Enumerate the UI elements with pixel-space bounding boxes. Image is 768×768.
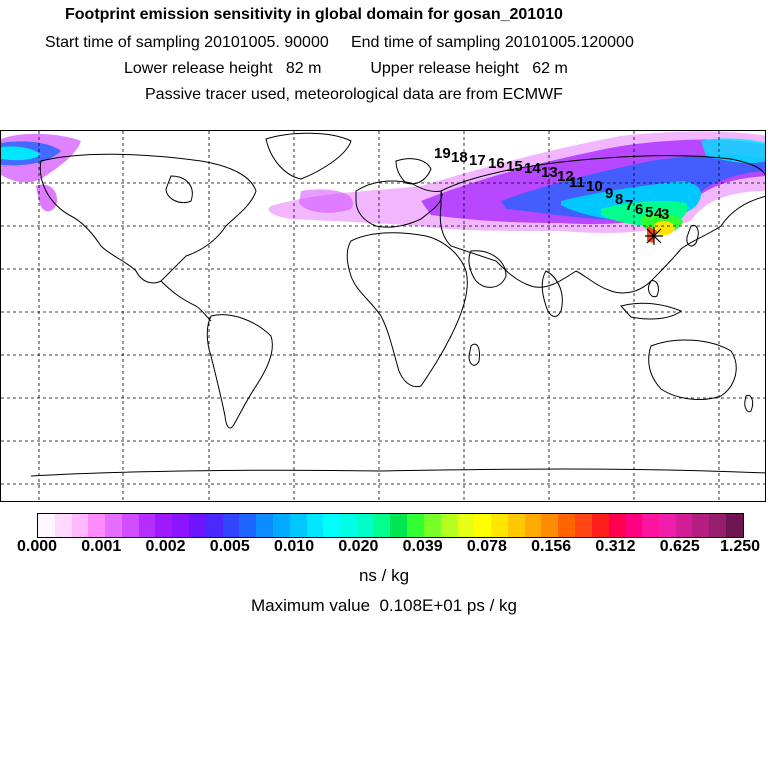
trajectory-label: 9 [605, 185, 614, 202]
hudson-bay [166, 176, 192, 203]
colorbar-swatch [155, 514, 172, 537]
colorbar-swatch [105, 514, 122, 537]
colorbar-swatch [441, 514, 458, 537]
trajectory-label: 7 [625, 197, 634, 214]
colorbar-swatch [541, 514, 558, 537]
philippines [648, 281, 658, 297]
colorbar-swatch [676, 514, 693, 537]
colorbar-swatch [592, 514, 609, 537]
colorbar-swatch [374, 514, 391, 537]
colorbar-swatch [458, 514, 475, 537]
station-star-marker [645, 227, 663, 245]
trajectory-label: 4 [654, 205, 663, 222]
tracer-info: Passive tracer used, meteorological data are from ECMWF [145, 86, 563, 103]
trajectory-label: 16 [488, 155, 505, 172]
central-america [161, 281, 211, 321]
colorbar-swatch [189, 514, 206, 537]
colorbar-swatch [307, 514, 324, 537]
world-map-panel [0, 130, 766, 502]
trajectory-label: 13 [541, 164, 558, 181]
colorbar-swatch [38, 514, 55, 537]
trajectory-label: 18 [451, 149, 468, 166]
trajectory-label: 5 [645, 204, 654, 221]
trajectory-label: 3 [661, 206, 670, 223]
colorbar-swatch [642, 514, 659, 537]
south-america [207, 315, 272, 428]
colorbar-tick-label: 0.078 [466, 538, 507, 555]
colorbar-swatch [72, 514, 89, 537]
australia [649, 340, 737, 400]
japan [687, 225, 698, 246]
antarctica [31, 469, 766, 476]
colorbar-tick-label: 0.001 [81, 538, 122, 555]
africa [347, 233, 467, 387]
colorbar [37, 513, 744, 538]
colorbar-tick-label: 1.250 [719, 538, 761, 555]
trajectory-label: 14 [524, 160, 541, 177]
trajectory-label: 10 [586, 178, 603, 195]
colorbar-tick-label: 0.156 [531, 538, 572, 555]
colorbar-swatch [625, 514, 642, 537]
world-map [1, 131, 766, 502]
greenland [266, 133, 351, 179]
trajectory-label: 15 [506, 158, 523, 175]
trajectory-label: 12 [557, 168, 574, 185]
trajectory-label: 6 [635, 201, 644, 218]
maximum-value: Maximum value 0.108E+01 ps / kg [251, 596, 517, 615]
colorbar-swatch [491, 514, 508, 537]
colorbar-swatch [256, 514, 273, 537]
colorbar-swatch [407, 514, 424, 537]
colorbar-swatch [88, 514, 105, 537]
release-heights: Lower release height 82 m Upper release height 62 m [124, 60, 568, 77]
trajectory-label: 11 [569, 174, 585, 191]
colorbar-tick-label: 0.010 [274, 538, 315, 555]
colorbar-tick-label: 0.020 [338, 538, 379, 555]
map-title: Footprint emission sensitivity in global domain for gosan_201010 [65, 6, 563, 23]
scandinavia [396, 159, 431, 184]
colorbar-swatch [239, 514, 256, 537]
colorbar-swatch [172, 514, 189, 537]
colorbar-swatch [139, 514, 156, 537]
indonesia [621, 303, 681, 319]
india [542, 271, 562, 316]
colorbar-swatch [206, 514, 223, 537]
north-america [40, 154, 256, 283]
colorbar-swatch [55, 514, 72, 537]
colorbar-swatch [659, 514, 676, 537]
colorbar-units: ns / kg [358, 566, 410, 585]
colorbar-swatch [609, 514, 626, 537]
colorbar-swatch [508, 514, 525, 537]
colorbar-swatch [726, 514, 743, 537]
colorbar-tick-label: 0.005 [209, 538, 250, 555]
colorbar-swatch [290, 514, 307, 537]
colorbar-swatch [692, 514, 709, 537]
colorbar-tick-label: 0.039 [402, 538, 443, 555]
colorbar-swatch [709, 514, 726, 537]
colorbar-swatch [122, 514, 139, 537]
colorbar-tick-label: 0.625 [659, 538, 700, 555]
colorbar-tick-label: 0.002 [145, 538, 186, 555]
colorbar-swatch [525, 514, 542, 537]
colorbar-swatch [323, 514, 340, 537]
colorbar-swatch [390, 514, 407, 537]
colorbar-swatch [474, 514, 491, 537]
sampling-times: Start time of sampling 20101005. 90000 End time of sampling 20101005.120000 [45, 34, 634, 51]
colorbar-swatch [340, 514, 357, 537]
colorbar-swatch [575, 514, 592, 537]
trajectory-label: 17 [469, 152, 486, 169]
colorbar-swatch [558, 514, 575, 537]
colorbar-swatch [223, 514, 240, 537]
colorbar-swatch [357, 514, 374, 537]
trajectory-label: 19 [434, 145, 451, 162]
colorbar-swatch [424, 514, 441, 537]
colorbar-tick-label: 0.000 [16, 538, 58, 555]
colorbar-swatch [273, 514, 290, 537]
colorbar-tick-label: 0.312 [595, 538, 636, 555]
trajectory-label: 8 [615, 191, 624, 208]
